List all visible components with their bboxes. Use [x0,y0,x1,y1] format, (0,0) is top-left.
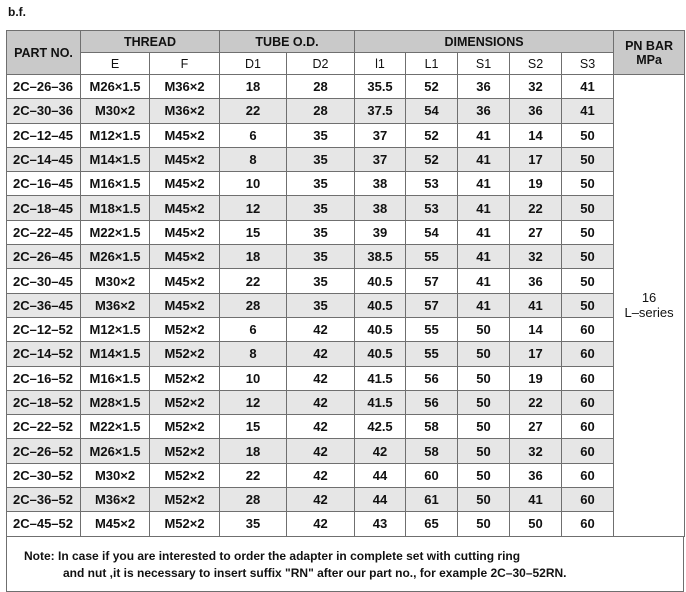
table-cell: 2C–26–52 [7,439,81,463]
table-cell: 50 [458,415,510,439]
table-cell: 6 [220,317,287,341]
table-cell: 14 [510,317,562,341]
table-cell: M36×2 [150,75,220,99]
table-cell: M36×2 [81,488,150,512]
table-cell: 32 [510,75,562,99]
table-cell: 60 [562,439,614,463]
table-cell: 50 [562,293,614,317]
header-pn-bar-label: PN BAR [625,38,673,53]
subheader-f: F [150,53,220,75]
table-cell: 56 [406,366,458,390]
table-cell: 60 [562,317,614,341]
table-cell: 12 [220,196,287,220]
table-cell: 2C–26–45 [7,245,81,269]
table-cell: 19 [510,366,562,390]
table-cell: M12×1.5 [81,317,150,341]
table-cell: 43 [355,512,406,536]
table-cell: 52 [406,123,458,147]
table-cell: 28 [287,75,355,99]
table-cell: 50 [458,317,510,341]
table-cell: 41 [458,147,510,171]
table-cell: 18 [220,75,287,99]
table-cell: 22 [220,269,287,293]
table-cell: 27 [510,415,562,439]
table-cell: 37 [355,123,406,147]
table-cell: 54 [406,99,458,123]
table-cell: 53 [406,196,458,220]
table-row [7,488,685,512]
table-cell: 37 [355,147,406,171]
table-cell: M14×1.5 [81,342,150,366]
header-dimensions: DIMENSIONS [355,31,614,53]
header-mpa-label: MPa [636,52,662,67]
table-cell: 50 [510,512,562,536]
subheader-e: E [81,53,150,75]
table-cell: M36×2 [81,293,150,317]
table-cell: 50 [458,390,510,414]
table-cell: M45×2 [150,293,220,317]
table-cell: M26×1.5 [81,439,150,463]
table-cell: 35 [287,123,355,147]
header-row-sub [7,53,685,75]
table-cell: 50 [562,172,614,196]
table-cell: 2C–30–52 [7,463,81,487]
table-cell: 65 [406,512,458,536]
table-cell: 42.5 [355,415,406,439]
header-pn-bar [614,31,685,75]
table-cell: 8 [220,342,287,366]
table-cell: 55 [406,245,458,269]
table-cell: 2C–26–36 [7,75,81,99]
table-cell: 2C–36–52 [7,488,81,512]
table-cell: 22 [220,99,287,123]
table-cell: 42 [355,439,406,463]
subheader-d1: D1 [220,53,287,75]
subheader-s3: S3 [562,53,614,75]
pn-bar-value-cell [614,75,685,537]
table-cell: 2C–22–52 [7,415,81,439]
header-thread: THREAD [81,31,220,53]
table-cell: 60 [562,366,614,390]
table-cell: 36 [510,269,562,293]
table-cell: M26×1.5 [81,75,150,99]
table-cell: 36 [510,99,562,123]
table-cell: 6 [220,123,287,147]
table-cell: 2C–45–52 [7,512,81,536]
table-cell: 42 [287,439,355,463]
header-part-no: PART NO. [7,31,81,75]
table-cell: 54 [406,220,458,244]
table-cell: 41.5 [355,366,406,390]
pn-value: 16 [641,290,657,306]
table-row [7,196,685,220]
table-cell: M18×1.5 [81,196,150,220]
table-cell: 15 [220,220,287,244]
table-cell: 8 [220,147,287,171]
table-cell: 52 [406,147,458,171]
table-cell: 57 [406,293,458,317]
table-cell: M16×1.5 [81,366,150,390]
table-cell: 52 [406,75,458,99]
table-cell: 2C–22–45 [7,220,81,244]
table-cell: M45×2 [150,220,220,244]
table-row [7,293,685,317]
table-cell: 32 [510,245,562,269]
note-box [6,537,684,592]
table-row [7,123,685,147]
table-cell: 36 [458,75,510,99]
table-cell: 41 [458,269,510,293]
table-cell: 41 [562,99,614,123]
table-cell: 60 [562,342,614,366]
subheader-s2: S2 [510,53,562,75]
table-cell: 38.5 [355,245,406,269]
table-row [7,390,685,414]
table-cell: 28 [220,488,287,512]
table-cell: M26×1.5 [81,245,150,269]
table-cell: 17 [510,342,562,366]
table-cell: 41 [458,293,510,317]
table-cell: 40.5 [355,342,406,366]
table-cell: 2C–16–52 [7,366,81,390]
table-cell: 50 [458,463,510,487]
header-row-main [7,31,685,53]
subheader-l1-upper: L1 [406,53,458,75]
table-cell: 50 [562,147,614,171]
table-cell: 50 [458,439,510,463]
table-cell: 2C–16–45 [7,172,81,196]
table-cell: M52×2 [150,439,220,463]
table-cell: 40.5 [355,317,406,341]
table-cell: 22 [220,463,287,487]
table-cell: 22 [510,196,562,220]
table-cell: 60 [562,390,614,414]
table-cell: 53 [406,172,458,196]
table-cell: 35 [287,196,355,220]
table-cell: M30×2 [81,463,150,487]
table-cell: 10 [220,172,287,196]
table-cell: 60 [562,415,614,439]
table-cell: 40.5 [355,269,406,293]
table-cell: 55 [406,342,458,366]
table-cell: M28×1.5 [81,390,150,414]
spec-table-container [6,30,684,592]
table-cell: 42 [287,415,355,439]
table-cell: 60 [562,512,614,536]
note-line-2: and nut ,it is necessary to insert suffix "RN" after our part no., for example 2C–30–52RN. [63,565,567,580]
table-row [7,172,685,196]
table-row [7,220,685,244]
table-cell: 42 [287,488,355,512]
table-cell: 42 [287,342,355,366]
table-cell: 10 [220,366,287,390]
table-cell: 2C–36–45 [7,293,81,317]
table-row [7,415,685,439]
table-cell: 41 [458,172,510,196]
subheader-l1-lower: l1 [355,53,406,75]
table-cell: 19 [510,172,562,196]
table-cell: 61 [406,488,458,512]
table-cell: M12×1.5 [81,123,150,147]
table-cell: M30×2 [81,99,150,123]
table-row [7,147,685,171]
table-cell: 38 [355,172,406,196]
table-cell: 41 [458,196,510,220]
table-row [7,269,685,293]
table-cell: 50 [458,366,510,390]
table-cell: 50 [458,342,510,366]
table-cell: 14 [510,123,562,147]
table-cell: 12 [220,390,287,414]
table-cell: M52×2 [150,463,220,487]
table-cell: 39 [355,220,406,244]
table-cell: 60 [406,463,458,487]
table-cell: M45×2 [150,123,220,147]
table-cell: 36 [458,99,510,123]
table-cell: 41 [458,245,510,269]
table-cell: 2C–12–45 [7,123,81,147]
table-row [7,439,685,463]
table-cell: 2C–18–45 [7,196,81,220]
table-cell: 35 [287,245,355,269]
header-tube-od: TUBE O.D. [220,31,355,53]
table-row [7,512,685,536]
subheader-d2: D2 [287,53,355,75]
table-cell: 58 [406,415,458,439]
table-cell: 28 [287,99,355,123]
table-cell: 50 [562,196,614,220]
table-cell: 42 [287,366,355,390]
table-cell: 18 [220,245,287,269]
table-cell: M52×2 [150,366,220,390]
table-cell: 56 [406,390,458,414]
note-line-1: Note: In case if you are interested to order the adapter in complete set with cutting ring [24,548,521,563]
table-row [7,99,685,123]
table-cell: 60 [562,488,614,512]
table-cell: 41.5 [355,390,406,414]
table-cell: 44 [355,463,406,487]
spec-table [6,30,685,537]
table-cell: M22×1.5 [81,220,150,244]
table-cell: 50 [458,488,510,512]
table-cell: 50 [458,512,510,536]
table-cell: 32 [510,439,562,463]
table-cell: 55 [406,317,458,341]
table-cell: 17 [510,147,562,171]
table-cell: 2C–12–52 [7,317,81,341]
table-cell: 35 [287,220,355,244]
table-cell: M52×2 [150,317,220,341]
table-cell: 41 [562,75,614,99]
table-cell: 42 [287,390,355,414]
table-cell: M45×2 [150,147,220,171]
table-cell: 2C–30–36 [7,99,81,123]
table-cell: 2C–14–45 [7,147,81,171]
table-cell: M52×2 [150,512,220,536]
table-cell: M45×2 [150,172,220,196]
table-cell: 58 [406,439,458,463]
table-row [7,317,685,341]
table-cell: 37.5 [355,99,406,123]
table-cell: 18 [220,439,287,463]
table-cell: 41 [458,123,510,147]
table-cell: M45×2 [150,269,220,293]
table-cell: 35 [220,512,287,536]
table-cell: 35 [287,172,355,196]
table-cell: 41 [510,293,562,317]
table-cell: 42 [287,317,355,341]
table-cell: 38 [355,196,406,220]
table-cell: 40.5 [355,293,406,317]
table-cell: M45×2 [81,512,150,536]
table-row [7,245,685,269]
table-row [7,342,685,366]
table-row [7,366,685,390]
table-cell: 35 [287,293,355,317]
table-cell: 22 [510,390,562,414]
table-cell: 2C–30–45 [7,269,81,293]
table-row [7,75,685,99]
table-cell: M16×1.5 [81,172,150,196]
subheader-s1: S1 [458,53,510,75]
table-cell: 42 [287,463,355,487]
table-cell: 44 [355,488,406,512]
pn-series: L–series [624,305,674,321]
table-body [7,75,685,537]
table-cell: 15 [220,415,287,439]
table-cell: 2C–14–52 [7,342,81,366]
table-cell: 50 [562,245,614,269]
table-cell: M14×1.5 [81,147,150,171]
table-cell: M22×1.5 [81,415,150,439]
table-cell: 28 [220,293,287,317]
table-cell: 50 [562,123,614,147]
table-cell: M45×2 [150,196,220,220]
table-cell: M52×2 [150,342,220,366]
table-cell: 35.5 [355,75,406,99]
table-cell: 41 [510,488,562,512]
table-cell: 35 [287,147,355,171]
table-cell: 2C–18–52 [7,390,81,414]
table-cell: 27 [510,220,562,244]
table-cell: 41 [458,220,510,244]
table-cell: M52×2 [150,390,220,414]
table-cell: 60 [562,463,614,487]
table-cell: M52×2 [150,488,220,512]
table-cell: 36 [510,463,562,487]
table-cell: M36×2 [150,99,220,123]
table-cell: 50 [562,220,614,244]
top-label: b.f. [8,5,26,19]
table-cell: M30×2 [81,269,150,293]
table-cell: 57 [406,269,458,293]
table-cell: 42 [287,512,355,536]
table-cell: 35 [287,269,355,293]
table-cell: 50 [562,269,614,293]
table-row [7,463,685,487]
table-cell: M45×2 [150,245,220,269]
table-cell: M52×2 [150,415,220,439]
